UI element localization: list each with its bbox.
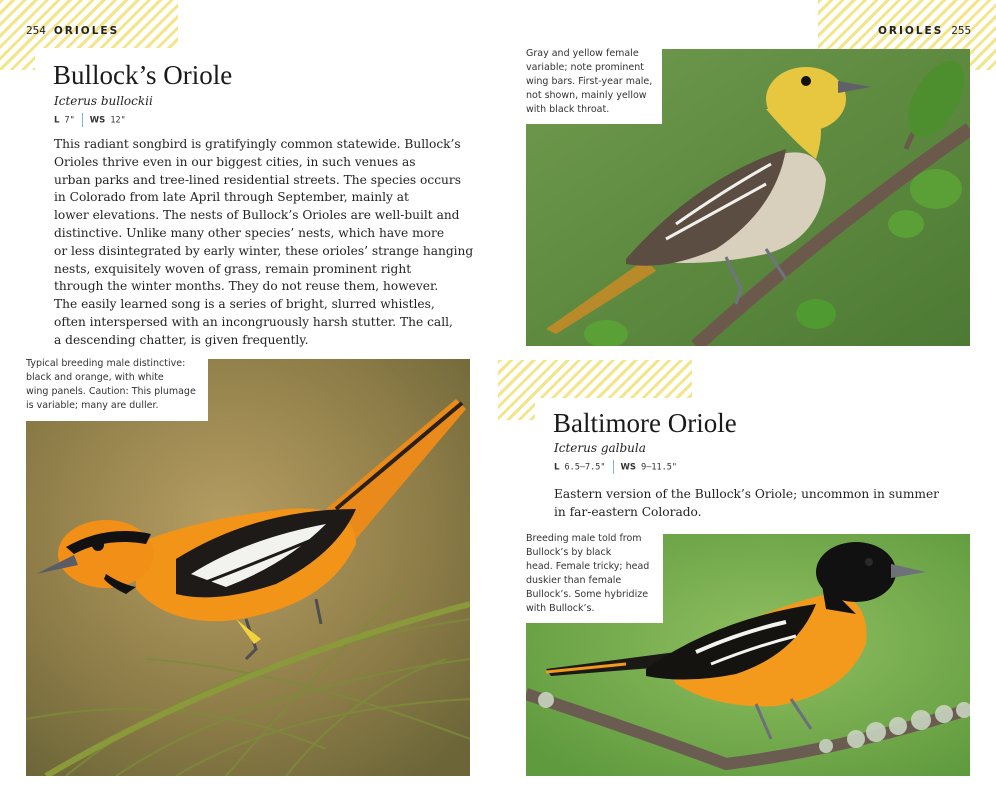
description-line: a descending chatter, is given frequently. (54, 332, 309, 347)
section-name: ORIOLES (53, 25, 120, 37)
running-header-left (26, 24, 127, 37)
species-description (54, 136, 473, 350)
page-number: 254 (26, 24, 46, 37)
measure-divider (82, 113, 83, 127)
length-label: L (554, 462, 560, 473)
species-measurements (554, 460, 677, 474)
section-name: ORIOLES (878, 25, 944, 37)
species-latin-name: Icterus galbula (554, 441, 646, 455)
bullocks-photo-caption (26, 357, 208, 421)
description-line: distinctive. Unlike many other species’ nests, which have more (54, 225, 445, 240)
species-title: Bullock’s Oriole (53, 60, 238, 91)
wingspan-value: 12" (110, 115, 126, 126)
species-measurements (54, 113, 126, 127)
species-latin-name: Icterus bullockii (54, 94, 153, 108)
caption-line: variable; note prominent (526, 61, 645, 73)
description-line: The easily learned song is a series of bright, slurred whistles, (54, 297, 435, 312)
description-line: nests, exquisitely woven of grass, remain prominent right (54, 261, 412, 276)
description-line: or less disintegrated by early winter, these orioles’ strange hanging (54, 243, 474, 258)
caption-line: Gray and yellow female (526, 48, 639, 59)
description-line: urban parks and tree-lined residential streets. The species occurs (54, 172, 461, 187)
description-line: Orioles thrive even in our biggest cities, in such venues as (54, 154, 416, 169)
species-description (554, 486, 939, 522)
wingspan-label: WS (620, 462, 636, 473)
description-line: in Colorado from late April through September, mainly at (54, 190, 409, 205)
baltimore-photo-caption (526, 532, 663, 623)
species-title: Baltimore Oriole (553, 408, 743, 439)
wingspan-value: 9–11.5" (641, 462, 677, 473)
caption-line: with Bullock’s. (526, 602, 595, 614)
caption-line: with black throat. (526, 103, 610, 115)
bullocks-oriole-male-photo (26, 359, 470, 776)
caption-line: wing panels. Caution: This plumage (26, 385, 196, 397)
description-line: in far-eastern Colorado. (554, 504, 702, 519)
caption-line: Breeding male told from (526, 533, 642, 544)
caption-line: Typical breeding male distinctive: (26, 358, 186, 369)
description-line: This radiant songbird is gratifyingly common statewide. Bullock’s (54, 137, 461, 151)
description-line: lower elevations. The nests of Bullock’s Orioles are well-built and (54, 208, 460, 223)
caption-line: black and orange, with white (26, 371, 164, 383)
caption-line: head. Female tricky; head (526, 560, 650, 572)
length-label: L (54, 115, 60, 126)
length-value: 7" (64, 115, 75, 126)
description-line: often interspersed with an incongruously harsh stutter. The call, (54, 314, 453, 329)
description-line: Eastern version of the Bullock’s Oriole; uncommon in summer (554, 487, 939, 501)
length-value: 6.5–7.5" (564, 462, 606, 473)
caption-line: Bullock’s. Some hybridize (526, 588, 649, 600)
caption-line: wing bars. First-year male, (526, 75, 653, 87)
caption-line: duskier than female (526, 574, 622, 586)
description-line: through the winter months. They do not reuse them, however. (54, 279, 439, 294)
female-photo-caption (526, 47, 662, 124)
wingspan-label: WS (89, 115, 106, 126)
measure-divider (613, 460, 614, 474)
running-header-right (878, 24, 971, 37)
caption-line: Bullock’s by black (526, 546, 612, 558)
page-number: 255 (951, 24, 972, 37)
caption-line: not shown, mainly yellow (526, 89, 647, 101)
caption-line: is variable; many are duller. (26, 399, 159, 411)
